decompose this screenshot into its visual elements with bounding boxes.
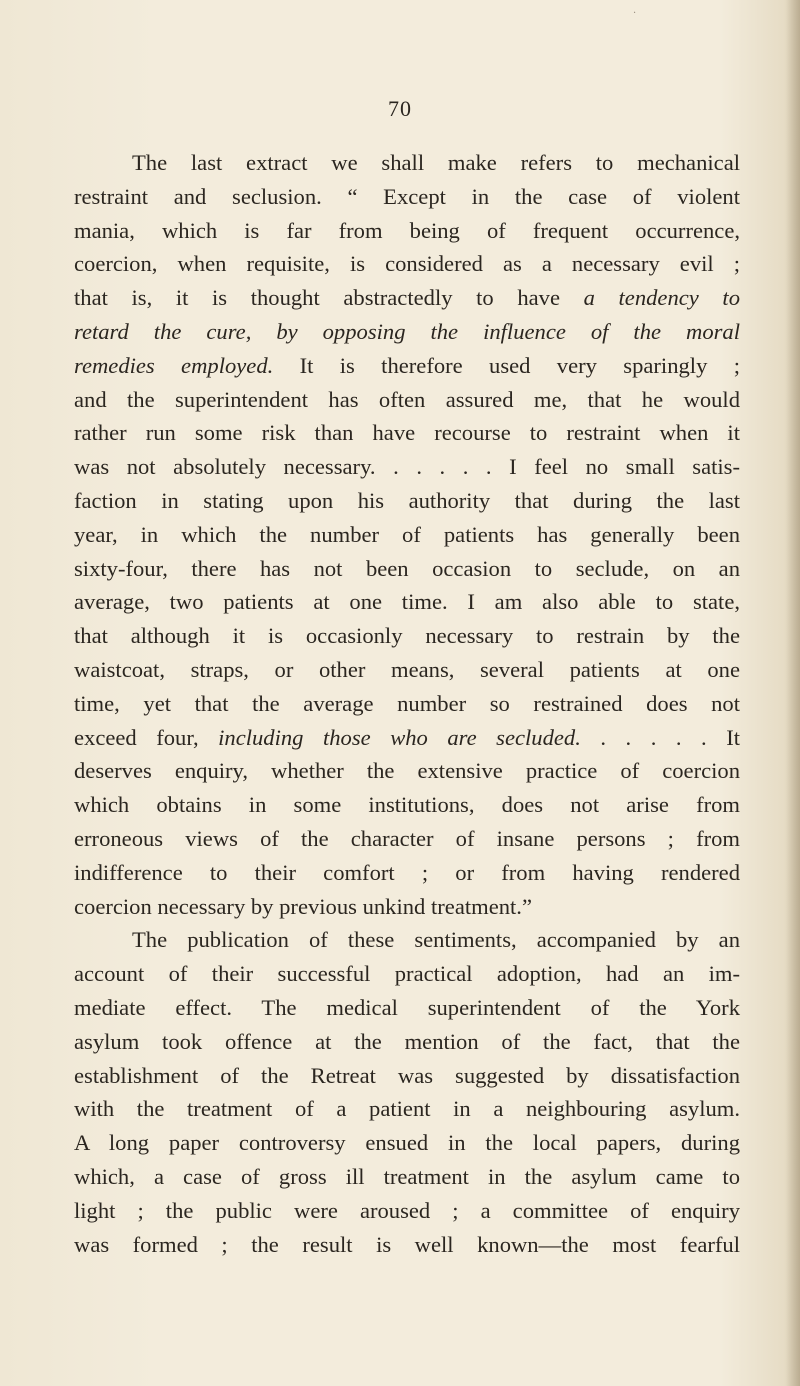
page-speck: · — [633, 8, 637, 19]
text-line: faction in stating upon his authority that during the last — [74, 487, 740, 513]
text-line — [74, 315, 740, 349]
text-fragment: exceed four, — [74, 724, 219, 750]
text-line: asylum took offence at the mention of the fact, that the — [74, 1028, 740, 1054]
text-line: year, in which the number of patients has generally been — [74, 521, 740, 547]
italic-fragment: retard the cure, by opposing the influence of the moral — [74, 318, 740, 344]
text-line — [74, 281, 740, 315]
text-line: light ; the public were aroused ; a committee of enquiry — [74, 1197, 740, 1223]
text-line: coercion necessary by previous unkind treatment.” — [74, 893, 532, 919]
text-line: was not absolutely necessary. . . . . . I feel no small satis- — [74, 454, 740, 480]
text-line: mania, which is far from being of frequent occurrence, — [74, 217, 740, 243]
text-line: The last extract we shall make refers to mechanical — [132, 150, 740, 175]
text-line: and the superintendent has often assured me, that he would — [74, 386, 740, 412]
text-line: time, yet that the average number so restrained does not — [74, 690, 740, 716]
text-line: The publication of these sentiments, accompanied by an — [132, 927, 740, 953]
text-line: establishment of the Retreat was suggested by dissatisfaction — [74, 1062, 740, 1088]
text-line: indifference to their comfort ; or from having rendered — [74, 859, 740, 885]
italic-fragment: including those who are secluded. — [218, 724, 581, 750]
text-fragment: that is, it is thought abstractedly to have — [74, 285, 584, 311]
text-fragment: . . . . . It — [580, 724, 740, 750]
text-line: average, two patients at one time. I am also able to state, — [74, 589, 740, 615]
text-line: which obtains in some institutions, does not arise from — [74, 792, 740, 818]
text-line: erroneous views of the character of insane persons ; from — [74, 825, 740, 851]
text-line: A long paper controversy ensued in the local papers, during — [74, 1130, 740, 1156]
italic-fragment: a tendency to — [583, 285, 741, 311]
text-line: which, a case of gross ill treatment in the asylum came to — [74, 1163, 740, 1189]
text-line: restraint and seclusion. “ Except in the case of violent — [74, 183, 740, 209]
text-line: that although it is occasionly necessary to restrain by the — [74, 623, 740, 649]
text-line: deserves enquiry, whether the extensive practice of coercion — [74, 758, 740, 784]
paragraph-1 — [74, 146, 740, 923]
italic-fragment: remedies employed. — [74, 352, 274, 378]
text-line: with the treatment of a patient in a neighbouring asylum. — [74, 1096, 740, 1122]
paragraph-2 — [74, 923, 740, 1261]
text-line: rather run some risk than have recourse to restraint when it — [74, 420, 740, 446]
text-line: was formed ; the result is well known—the most fearful — [74, 1231, 740, 1257]
body-text — [74, 146, 740, 1261]
text-line: account of their successful practical adoption, had an im- — [74, 961, 740, 987]
text-line — [74, 721, 740, 755]
text-fragment: It is therefore used very sparingly ; — [273, 352, 740, 378]
text-line: sixty-four, there has not been occasion to seclude, on an — [74, 555, 740, 581]
page-number: 70 — [388, 96, 412, 121]
text-line — [74, 349, 740, 383]
text-line: coercion, when requisite, is considered as a necessary evil ; — [74, 251, 740, 277]
text-line: waistcoat, straps, or other means, several patients at one — [74, 656, 740, 682]
text-line: mediate effect. The medical superintendent of the York — [74, 994, 740, 1020]
page-edge-shadow — [786, 0, 800, 1386]
